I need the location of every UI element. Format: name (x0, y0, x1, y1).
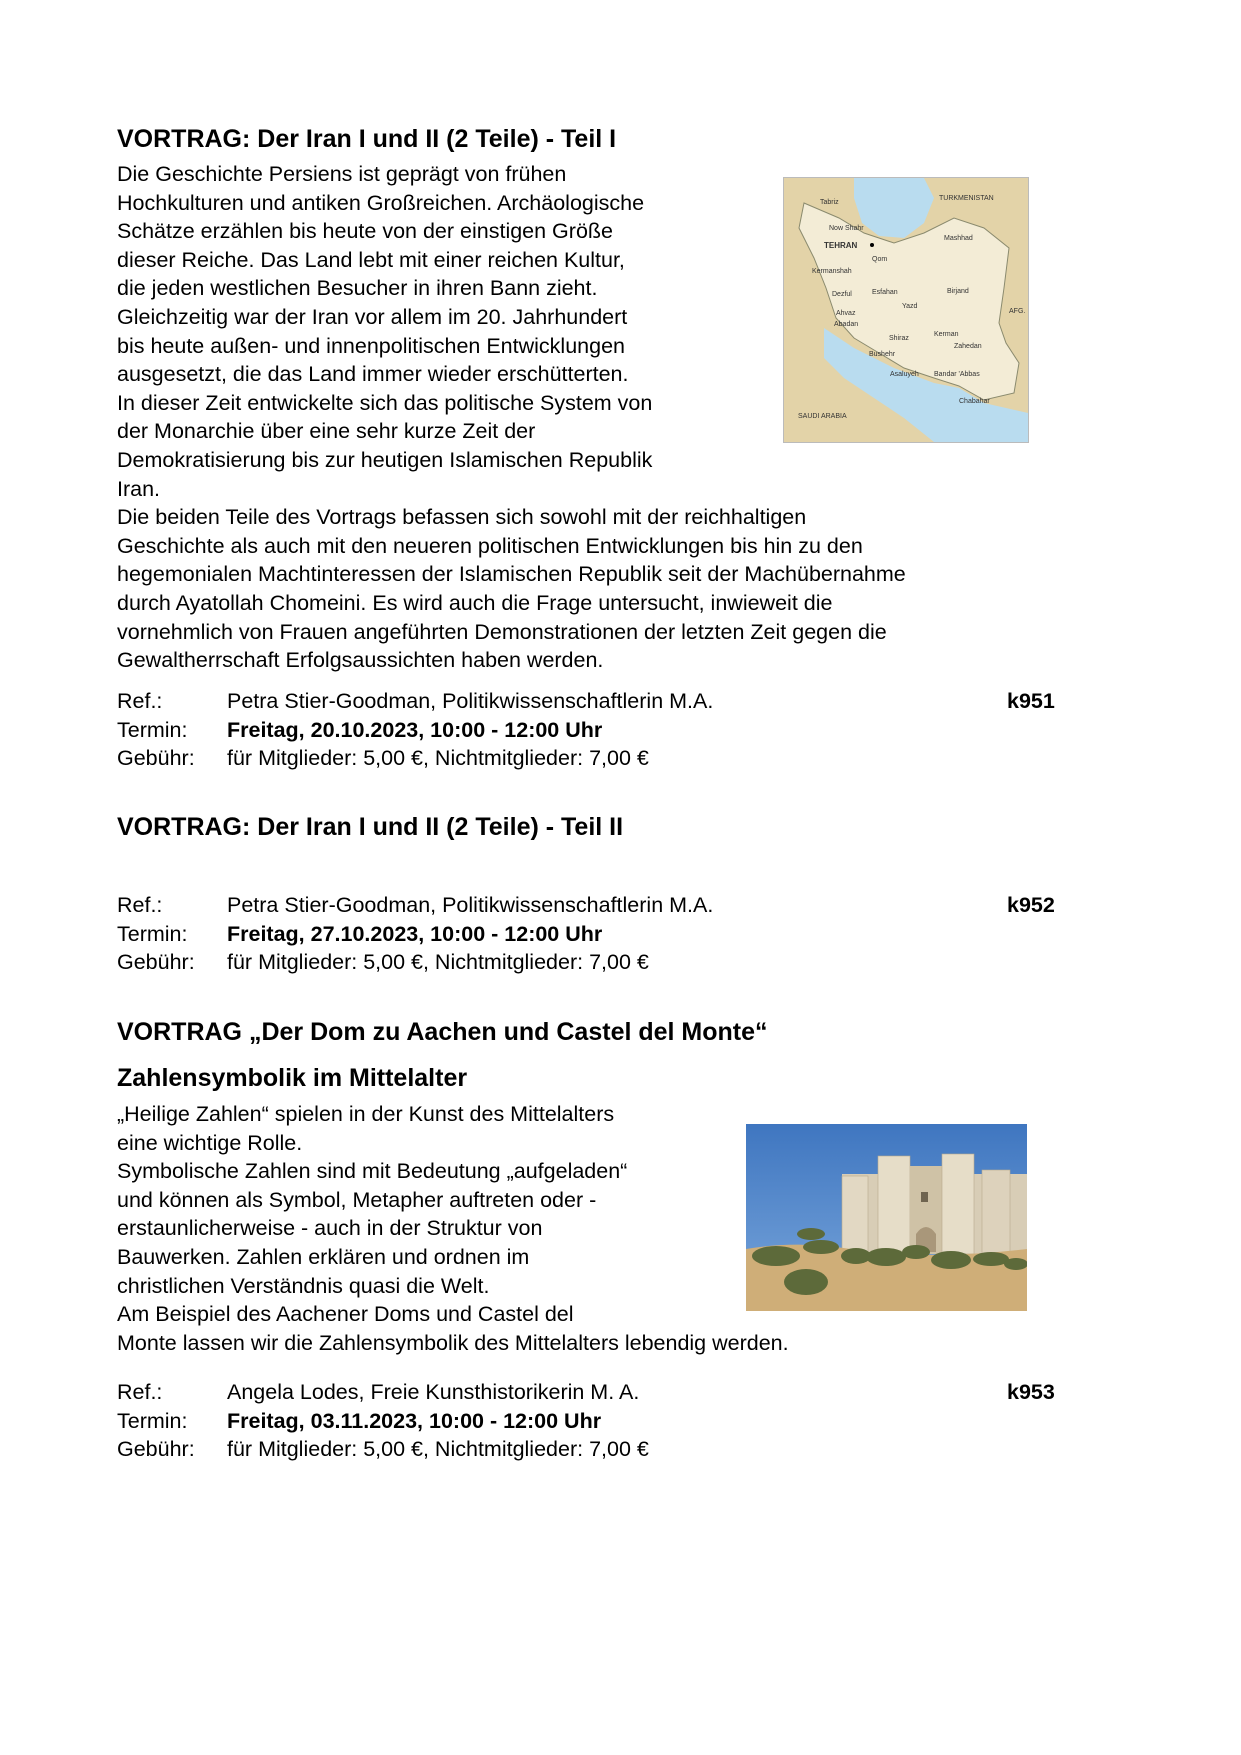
body-line: Die Geschichte Persiens ist geprägt von frühen (117, 162, 567, 186)
body-line: Iran. (117, 476, 161, 501)
gebuehr-label: Gebühr: (117, 950, 195, 975)
section-2-title: VORTRAG: Der Iran I und II (2 Teile) - Teil II (117, 813, 624, 841)
body-line: die jeden westlichen Besucher in ihren Bann zieht. (117, 276, 598, 301)
body-line: Gewaltherrschaft Erfolgsaussichten haben werden. (117, 648, 604, 673)
gebuehr-row (117, 948, 1077, 977)
ref-value: Angela Lodes, Freie Kunsthistorikerin M. A. (227, 1380, 640, 1404)
body-line: Monte lassen wir die Zahlensymbolik des Mittelalters lebendig werden. (117, 1330, 789, 1355)
map-city: Now Shahr (829, 225, 864, 232)
map-city: Ahvaz (836, 310, 856, 317)
body-line: dieser Reiche. Das Land lebt mit einer reichen Kultur, (117, 247, 625, 272)
course-code: k953 (1007, 1380, 1055, 1404)
map-city: Kerman (934, 331, 959, 338)
body-line: der Monarchie über eine sehr kurze Zeit der (117, 419, 536, 444)
map-city: Dezful (832, 291, 852, 298)
termin-row (117, 716, 1077, 745)
ref-value: Petra Stier-Goodman, Politikwissenschaftlerin M.A. (227, 689, 714, 713)
gebuehr-value: für Mitglieder: 5,00 €, Nichtmitglieder: 7,00 € (227, 950, 649, 975)
gebuehr-row (117, 744, 1077, 773)
body-line: Demokratisierung bis zur heutigen Islamischen Republik (117, 447, 653, 472)
termin-label: Termin: (117, 1408, 188, 1433)
body-line: In dieser Zeit entwickelte sich das politische System von (117, 390, 653, 415)
body-line: Geschichte als auch mit den neueren politischen Entwicklungen bis hin zu den (117, 533, 863, 558)
termin-row (117, 1407, 1077, 1436)
body-line: Die beiden Teile des Vortrags befassen sich sowohl mit der reichhaltigen (117, 505, 807, 530)
map-label-turkmenistan: TURKMENISTAN (939, 195, 994, 202)
course-code: k951 (1007, 689, 1055, 713)
body-line: erstaunlicherweise - auch in der Struktur von (117, 1216, 543, 1241)
map-label-afg: AFG. (1009, 308, 1026, 315)
ref-label: Ref.: (117, 689, 163, 713)
map-city: Tabriz (820, 199, 839, 206)
termin-value: Freitag, 03.11.2023, 10:00 - 12:00 Uhr (227, 1408, 602, 1433)
body-line: vornehmlich von Frauen angeführten Demonstrationen der letzten Zeit gegen die (117, 619, 887, 644)
map-city: Asaluyeh (890, 371, 919, 378)
body-line: Symbolische Zahlen sind mit Bedeutung „aufgeladen“ (117, 1159, 628, 1184)
section-3-details (117, 1378, 1077, 1464)
termin-value: Freitag, 27.10.2023, 10:00 - 12:00 Uhr (227, 921, 603, 946)
map-city: Mashhad (944, 235, 973, 242)
section-3-body (117, 1100, 789, 1357)
iran-map-image (783, 177, 1029, 443)
ref-row (117, 687, 1077, 716)
body-line: ausgesetzt, die das Land immer wieder erschütterten. (117, 362, 629, 387)
section-3-subtitle: Zahlensymbolik im Mittelalter (117, 1064, 468, 1092)
body-line: Hochkulturen und antiken Großreichen. Archäologische (117, 190, 645, 215)
body-line: durch Ayatollah Chomeini. Es wird auch die Frage untersucht, inwieweit die (117, 590, 833, 615)
map-city: Bushehr (869, 351, 896, 358)
ref-row (117, 891, 1077, 920)
body-line: christlichen Verständnis quasi die Welt. (117, 1273, 490, 1298)
ref-label: Ref.: (117, 893, 163, 917)
termin-value: Freitag, 20.10.2023, 10:00 - 12:00 Uhr (227, 717, 603, 742)
map-city: Abadan (834, 321, 859, 328)
gebuehr-label: Gebühr: (117, 746, 195, 771)
map-city: Qom (872, 256, 888, 263)
section-1-title: VORTRAG: Der Iran I und II (2 Teile) - Teil I (117, 125, 617, 153)
body-line: und können als Symbol, Metapher auftreten oder - (117, 1187, 597, 1212)
course-code: k952 (1007, 893, 1055, 917)
map-city: Kermanshah (812, 268, 852, 275)
map-city: Birjand (947, 288, 969, 295)
ref-row (117, 1378, 1077, 1407)
body-line: hegemonialen Machtinteressen der Islamischen Republik seit der Machübernahme (117, 562, 906, 587)
termin-label: Termin: (117, 921, 188, 946)
body-line: eine wichtige Rolle. (117, 1130, 303, 1155)
termin-row (117, 920, 1077, 949)
section-1-details (117, 687, 1077, 773)
map-city-dot (870, 243, 874, 247)
body-line: Am Beispiel des Aachener Doms und Castel del (117, 1302, 574, 1327)
castel-del-monte-photo (746, 1124, 1027, 1311)
map-city: Bandar 'Abbas (934, 371, 980, 378)
gebuehr-value: für Mitglieder: 5,00 €, Nichtmitglieder: 7,00 € (227, 1437, 649, 1462)
map-city: Esfahan (872, 289, 898, 296)
map-label-saudi-arabia: SAUDI ARABIA (798, 413, 847, 420)
iran-map-svg (784, 178, 1028, 442)
body-line: bis heute außen- und innenpolitischen Entwicklungen (117, 333, 625, 358)
map-city: Zahedan (954, 343, 982, 350)
body-line: Gleichzeitig war der Iran vor allem im 20. Jahrhundert (117, 304, 628, 329)
map-label-tehran: TEHRAN (824, 241, 858, 250)
ref-value: Petra Stier-Goodman, Politikwissenschaftlerin M.A. (227, 893, 714, 917)
body-line: Bauwerken. Zahlen erklären und ordnen im (117, 1244, 530, 1269)
section-2-details (117, 891, 1077, 977)
map-city: Yazd (902, 303, 918, 310)
section-3-title: VORTRAG „Der Dom zu Aachen und Castel del Monte“ (117, 1018, 768, 1046)
termin-label: Termin: (117, 717, 188, 742)
body-line: „Heilige Zahlen“ spielen in der Kunst des Mittelalters (117, 1102, 615, 1126)
map-city: Shiraz (889, 335, 909, 342)
gebuehr-value: für Mitglieder: 5,00 €, Nichtmitglieder: 7,00 € (227, 746, 649, 771)
gebuehr-row (117, 1435, 1077, 1464)
gebuehr-label: Gebühr: (117, 1437, 195, 1462)
ref-label: Ref.: (117, 1380, 163, 1404)
body-line: Schätze erzählen bis heute von der einstigen Größe (117, 219, 613, 244)
castle-photo-svg (746, 1124, 1027, 1311)
map-city: Chabahar (959, 398, 990, 405)
